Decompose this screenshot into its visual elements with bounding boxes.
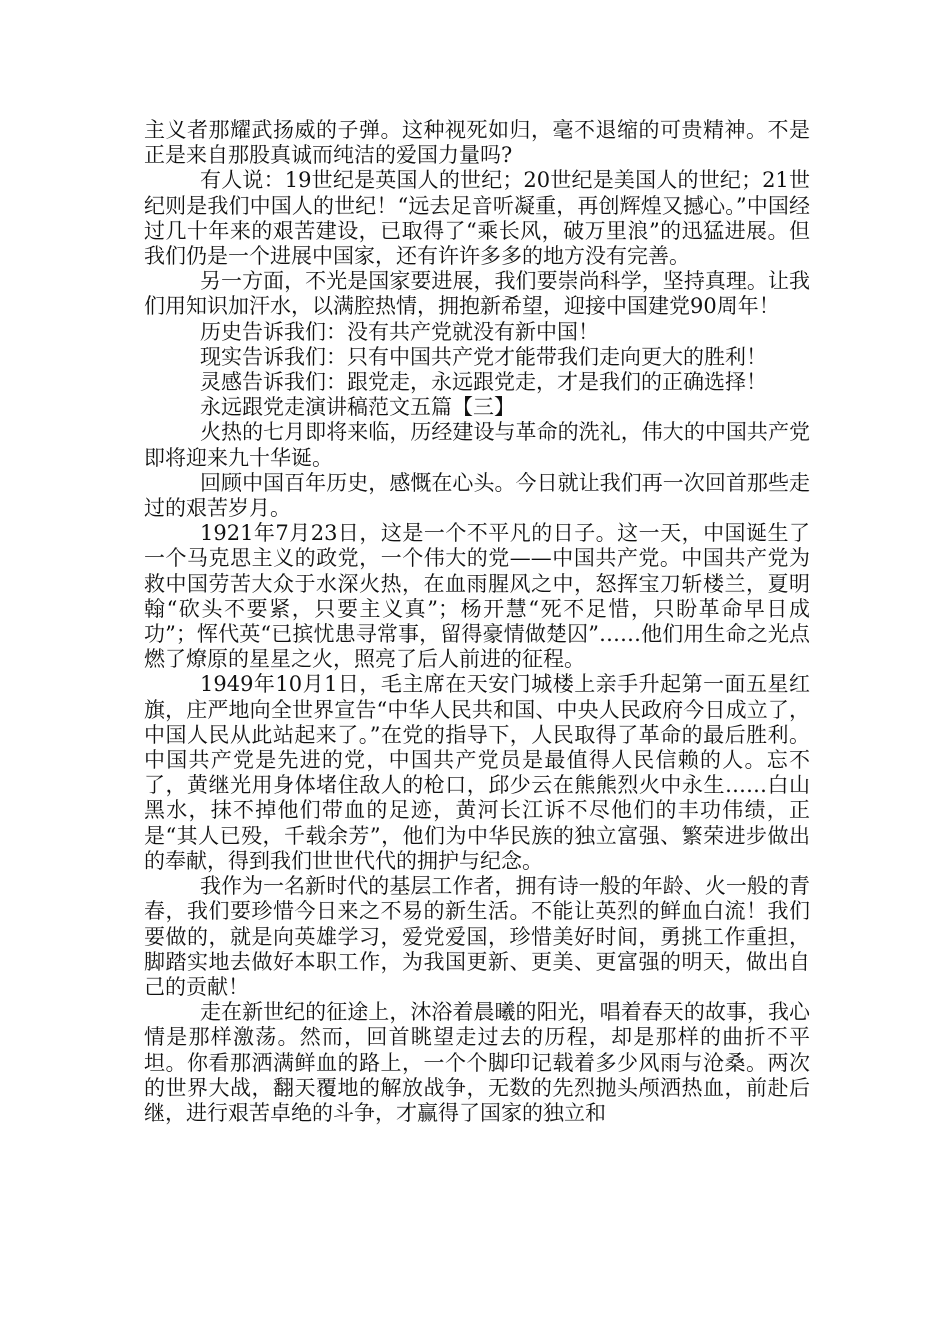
paragraph-12: 我作为一名新时代的基层工作者，拥有诗一般的年龄、火一般的青春，我们要珍惜今日来之不易的新生活。不能让英烈的鲜血白流！我们要做的，就是向英雄学习，爱党爱国，珍惜美好时间，勇挑工作重担，脚踏实地去做好本职工作，为我国更新、更美、更富强的明天，做出自己的贡献！ [144, 874, 810, 999]
paragraph-6: 灵感告诉我们：跟党走，永远跟党走，才是我们的正确选择！ [200, 370, 767, 395]
paragraph-1: 主义者那耀武扬威的子弹。这种视死如归，毫不退缩的可贵精神。不是正是来自那股真诚而纯洁的爱国力量吗? [144, 118, 810, 168]
paragraph-10: 1921年7月23日，这是一个不平凡的日子。这一天，中国诞生了一个马克思主义的政党，一个伟大的党——中国共产党。中国共产党为救中国劳苦大众于水深火热，在血雨腥风之中，怒挥宝刀斩楼兰，夏明翰“砍头不要紧，只要主义真”；杨开慧“死不足惜，只盼革命早日成功”；恽代英“已摈忧患寻常事，留得豪情做楚囚”……他们用生命之光点燃了燎原的星星之火，照亮了后人前进的征程。 [144, 521, 810, 672]
paragraph-13: 走在新世纪的征途上，沐浴着晨曦的阳光，唱着春天的故事，我心情是那样激荡。然而，回首眺望走过去的历程，却是那样的曲折不平坦。你看那洒满鲜血的路上，一个个脚印记载着多少风雨与沧桑。两次的世界大战，翻天覆地的解放战争，无数的先烈抛头颅洒热血，前赴后继，进行艰苦卓绝的斗争，才赢得了国家的独立和 [144, 1000, 810, 1125]
paragraph-11: 1949年10月1日，毛主席在天安门城楼上亲手升起第一面五星红旗，庄严地向全世界宣告“中华人民共和国、中央人民政府今日成立了，中国人民从此站起来了。”在党的指导下，人民取得了革命的最后胜利。中国共产党是先进的党，中国共产党员是最值得人民信赖的人。忘不了，黄继光用身体堵住敌人的枪口，邱少云在熊熊烈火中永生……白山黑水，抹不掉他们带血的足迹，黄河长江诉不尽他们的丰功伟绩，正是“其人已殁，千载余芳”，他们为中华民族的独立富强、繁荣进步做出的奉献，得到我们世世代代的拥护与纪念。 [144, 672, 810, 873]
document-page [144, 118, 810, 1126]
paragraph-9: 回顾中国百年历史，感慨在心头。今日就让我们再一次回首那些走过的艰苦岁月。 [144, 470, 810, 521]
paragraph-8: 火热的七月即将来临，历经建设与革命的洗礼，伟大的中国共产党即将迎来九十华诞。 [144, 420, 810, 470]
paragraph-4: 历史告诉我们：没有共产党就没有新中国！ [200, 319, 599, 344]
section-heading: 永远跟党走演讲稿范文五篇【三】 [200, 395, 515, 420]
paragraph-3: 另一方面，不光是国家要进展，我们要崇尚科学，坚持真理。让我们用知识加汗水，以满腔热情，拥抱新希望，迎接中国建党90周年！ [144, 269, 810, 319]
paragraph-2: 有人说：19世纪是英国人的世纪；20世纪是美国人的世纪；21世纪则是我们中国人的世纪！“远去足音听凝重，再创辉煌又撼心。”中国经过几十年来的艰苦建设，已取得了“乘长风，破万里浪”的迅猛进展。但我们仍是一个进展中国家，还有许许多多的地方没有完善。 [144, 168, 810, 269]
paragraph-5: 现实告诉我们：只有中国共产党才能带我们走向更大的胜利！ [200, 344, 767, 369]
